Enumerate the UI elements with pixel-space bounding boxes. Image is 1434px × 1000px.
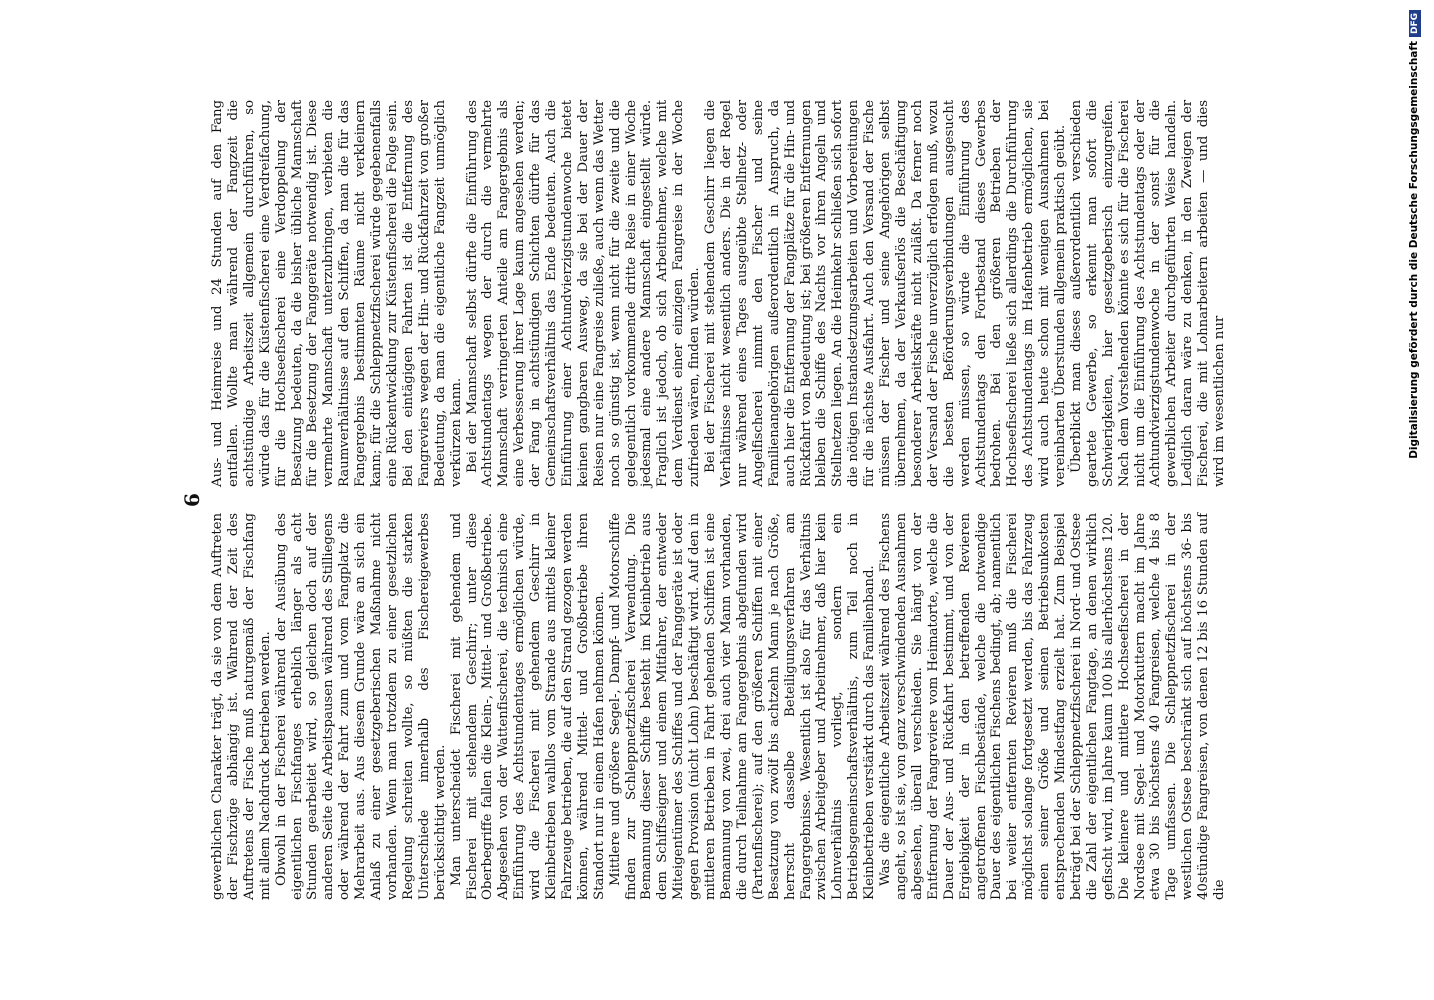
text-column-right xyxy=(210,100,1228,487)
paragraph: Aus- und Heimreise und 24 Stunden auf den Fang entfallen. Wollte man während der Fangzeit die achtstündige Arbeitszeit allgemein durchführen, so würde das für die Küstenfischerei eine Verdreifachung, für die Hochseefischerei eine Verdoppelung der Besatzung bedeuten, da die bisher übliche Mannschaft für die Besetzung der Fanggeräte notwendig ist. Diese vermehrte Mannschaft unterzubringen, verbieten die Raumverhältnisse auf den Schiffen, da man die für das Fangergebnis bestimmten Räume nicht verkleinern kann; für die Schleppnetzfischerei würde gegebenenfalls eine Rückentwicklung zur Küstenfischerei die Folge sein. Bei den eintägigen Fahrten ist die Entfernung des Fangreviers wegen der Hin- und Rückfahrzeit von großer Bedeutung, da man die eigentliche Fangzeit unmöglich verkürzen kann. xyxy=(210,100,464,487)
funding-note xyxy=(1404,0,1434,1000)
text-columns xyxy=(210,100,1228,900)
paragraph: Mittlere und größere Segel-, Dampf- und Motorschiffe finden zur Schleppnetzfischerei Verwendung. Die Bemannung dieser Schiffe besteht im Kleinbetrieb aus dem Schiffseigner und einem Mitfahrer, der entweder Miteigentümer des Schiffes und der Fanggeräte ist oder gegen Provision (nicht Lohn) beschäftigt wird. Auf den in mittleren Betrieben in Fahrt gehenden Schiffen ist eine Bemannung von zwei, drei auch vier Mann vorhanden, die durch Teilnahme am Fangergebnis abgefunden wird (Partenfischerei); auf den größeren Schiffen mit einer Besatzung von zwölf bis achtzehn Mann je nach Größe, herrscht dasselbe Beteiligungsverfahren am Fangergebnisse. Wesentlich ist also für das Verhältnis zwischen Arbeitgeber und Arbeitnehmer, daß hier kein Lohnverhältnis vorliegt, sondern ein Betriebsgemeinschaftsverhältnis, zum Teil noch in Kleinbetrieben verstärkt durch das Familienband. xyxy=(607,513,878,900)
dfg-logo: DFG xyxy=(1409,10,1421,37)
paragraph: Was die eigentliche Arbeitszeit während des Fischens angeht, so ist sie, von ganz verschwindenden Ausnahmen abgesehen, überall verschieden. Sie hängt von der Entfernung der Fangreviere vom Heimatorte, welche die Dauer der Aus- und Rückfahrt bestimmt, und von der Ergiebigkeit der in den betreffenden Revieren angetroffenen Fischbestände, welche die notwendige Dauer des eigentlichen Fischens bedingt, ab; namentlich bei weiter entfernten Revieren muß die Fischerei möglichst solange fortgesetzt werden, bis das Fahrzeug einen seiner Größe und seinen Betriebsunkosten entsprechenden Mindestfang erzielt hat. Zum Beispiel beträgt bei der Schleppnetzfischerei in Nord- und Ostsee die Zahl der eigentlichen Fangtage, an denen wirklich gefischt wird, im Jahre kaum 100 bis allerhöchstens 120. Die kleinere und mittlere Hochseefischerei in der Nordsee mit Segel- und Motorkuttern macht im Jahre etwa 30 bis höchstens 40 Fangreisen, welche 4 bis 8 Tage umfassen. Die Schleppnetzfischerei in der westlichen Ostsee beschränkt sich auf höchstens 36- bis 40stündige Fangreisen, von denen 12 bis 16 Stunden auf die xyxy=(878,513,1228,900)
rotated-page-content xyxy=(180,100,1228,900)
paragraph: gewerblichen Charakter trägt, da sie von dem Auftreten der Fischzüge abhängig ist. Während der Zeit des Auftretens der Fische muß naturgemäß der Fischfang mit allem Nachdruck betrieben werden. xyxy=(210,513,273,900)
paragraph: Überblickt man dieses außerordentlich verschieden geartete Gewerbe, so erkennt man sofort die Schwierigkeiten, hier gesetzgeberisch einzugreifen. Nach dem Vorstehenden könnte es sich für die Fischerei nicht um die Einführung des Achtstundentags oder der Achtundvierzigstundenwoche in der sonst für die gewerblichen Arbeiter durchgeführten Weise handeln. Lediglich daran wäre zu denken, in den Zweigen der Fischerei, die mit Lohnarbeitern arbeiten — und dies wird im wesentlichen nur xyxy=(1068,100,1228,487)
text-column-left xyxy=(210,513,1228,900)
paragraph: Bei der Mannschaft selbst dürfte die Einführung des Achtstundentags wegen der durch die vermehrte Mannschaft verringerten Anteile am Fangergebnis als eine Verbesserung ihrer Lage kaum angesehen werden; der Fang in achtstündigen Schichten dürfte für das Gemeinschaftsverhältnis das Ende bedeuten. Auch die Einführung einer Achtundvierzigstundenwoche bietet keinen gangbaren Ausweg, da sie bei der Dauer der Reisen nur eine Fangreise zuließe, auch wenn das Wetter noch so günstig ist, wenn nicht für die zweite und die gelegentlich vorkommende dritte Reise in einer Woche jedesmal eine andere Mannschaft eingestellt würde. Fraglich ist jedoch, ob sich Arbeitnehmer, welche mit dem Verdienst einer einzigen Fangreise in der Woche zufrieden wären, finden würden. xyxy=(464,100,703,487)
paragraph: Man unterscheidet Fischerei mit gehendem und Fischerei mit stehendem Geschirr; unter diese Oberbegriffe fallen die Klein-, Mittel- und Großbetriebe. Abgesehen von der Wattenfischerei, die technisch eine Einführung des Achtstundentages ermöglichen würde, wird die Fischerei mit gehendem Geschirr in Kleinbetrieben wahllos vom Strande aus mittels kleiner Fahrzeuge betrieben, die auf den Strand gezogen werden können, während Mittel- und Großbetriebe ihren Standort nur in einem Hafen nehmen können. xyxy=(448,513,607,900)
page-number: 6 xyxy=(180,493,204,507)
funding-note-text: Digitalisierung gefördert durch die Deutsche Forschungsgemeinschaft xyxy=(1408,41,1420,459)
paragraph: Bei der Fischerei mit stehendem Geschirr liegen die Verhältnisse nicht wesentlich anders. Die in der Regel nur während eines Tages ausgeübte Stellnetz- oder Angelfischerei nimmt den Fischer und seine Familienangehörigen außerordentlich in Anspruch, da auch hier die Entfernung der Fangplätze für die Hin- und Rückfahrt von Bedeutung ist; bei größeren Entfernungen bleiben die Schiffe des Nachts vor ihren Angeln und Stellnetzen liegen. An die Heimkehr schließen sich sofort die nötigen Instandsetzungsarbeiten und Vorbereitungen für die nächste Ausfahrt. Auch den Versand der Fische müssen der Fischer und seine Angehörigen selbst übernehmen, da der Verkaufserlös die Beschäftigung besonderer Arbeitskräfte nicht zuläßt. Da ferner noch der Versand der Fische unverzüglich erfolgen muß, wozu die besten Beförderungsverbindungen ausgesucht werden müssen, so würde die Einführung des Achtstundentags den Fortbestand dieses Gewerbes bedrohen. Bei den größeren Betrieben der Hochseefischerei ließe sich allerdings die Durchführung des Achtstundentags im Hafenbetrieb ermöglichen, sie wird auch heute schon mit wenigen Ausnahmen bei vereinbarten Überstunden allgemein praktisch geübt. xyxy=(703,100,1069,487)
paragraph: Obwohl in der Fischerei während der Ausübung des eigentlichen Fischfanges erheblich länger als acht Stunden gearbeitet wird, so gleichen doch auf der anderen Seite die Arbeitspausen während des Stilliegens oder während der Fahrt zum und vom Fangplatz die Mehrarbeit aus. Aus diesem Grunde wäre an sich ein Anlaß zu einer gesetzgeberischen Maßnahme nicht vorhanden. Wenn man trotzdem zu einer gesetzlichen Regelung schreiten wollte, so müßten die starken Unterschiede innerhalb des Fischereigewerbes berücksichtigt werden. xyxy=(273,513,448,900)
